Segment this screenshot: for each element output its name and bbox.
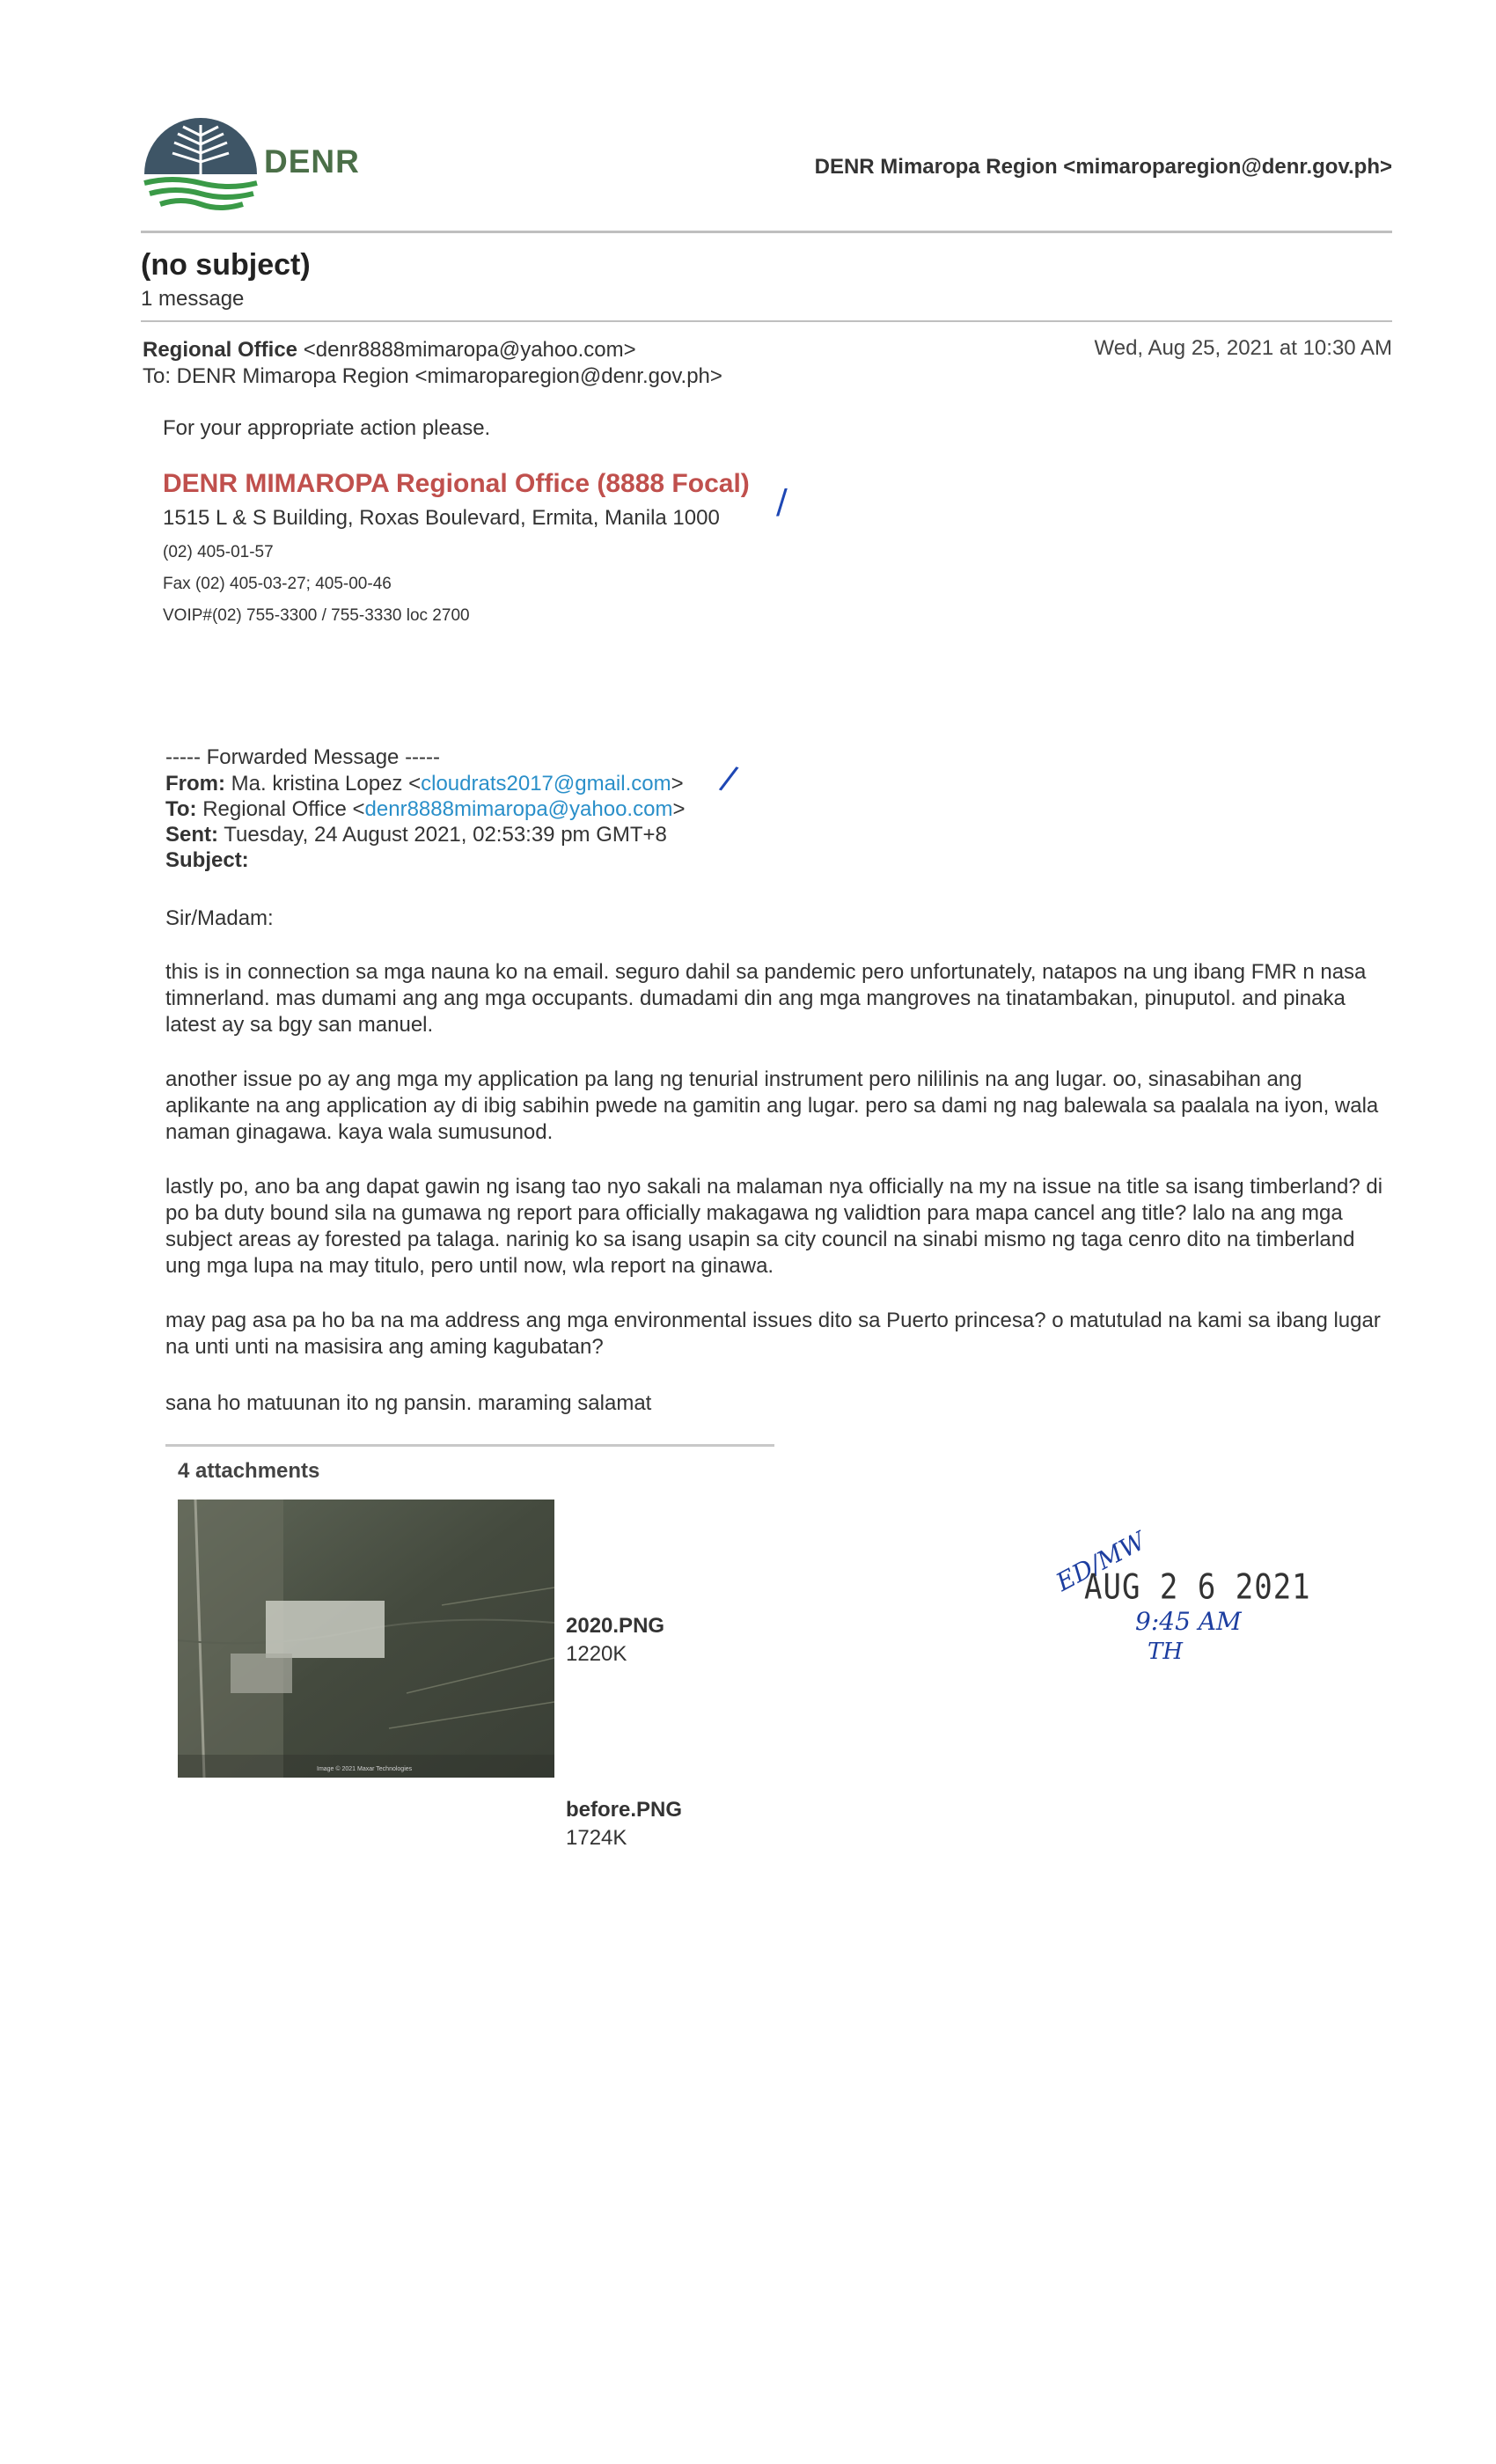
attachment-name[interactable]: before.PNG	[566, 1798, 683, 1822]
thread-subject: (no subject)	[141, 248, 311, 282]
received-date-stamp: AUG 2 6 2021	[1084, 1567, 1311, 1608]
signature-title: DENR MIMAROPA Regional Office (8888 Focal)	[163, 469, 750, 498]
to-name: Regional Office <	[202, 797, 365, 821]
handwritten-receiver: TH	[1148, 1639, 1184, 1665]
attachment-size: 1724K	[566, 1826, 627, 1850]
sent-label: Sent:	[165, 823, 218, 847]
pen-checkmark: /	[716, 758, 741, 798]
forwarded-to	[165, 797, 685, 822]
message-count: 1 message	[141, 287, 245, 311]
sender-name: Regional Office	[143, 338, 298, 362]
body-greeting: Sir/Madam:	[165, 906, 274, 930]
pen-checkmark: /	[776, 482, 788, 521]
sent-value: Tuesday, 24 August 2021, 02:53:39 pm GMT+8	[224, 823, 667, 847]
forwarded-header: ----- Forwarded Message -----	[165, 745, 441, 769]
account-header: DENR Mimaropa Region <mimaroparegion@denr.gov.ph>	[814, 155, 1392, 179]
to-label: To:	[165, 797, 197, 821]
logo-wordmark: DENR	[264, 143, 360, 180]
handwritten-time: 9:45 AM	[1135, 1607, 1242, 1636]
from-email-link[interactable]: cloudrats2017@gmail.com	[421, 772, 671, 796]
subject-label: Subject:	[165, 848, 249, 872]
message-from	[143, 338, 636, 363]
from-label: From:	[165, 772, 225, 796]
message-to: To: DENR Mimaropa Region <mimaroparegion@denr.gov.ph>	[143, 364, 722, 388]
body-paragraph-4: may pag asa pa ho ba na ma address ang mga environmental issues dito sa Puerto princesa? o matutulad na kami sa ibang lugar na unti unti na masisira ang aming kagubatan?	[165, 1309, 1381, 1359]
attachments-header: 4 attachments	[178, 1459, 320, 1483]
message-intro: For your appropriate action please.	[163, 416, 491, 440]
handwritten-initials: ED/MW	[1051, 1526, 1151, 1597]
from-name: Ma. kristina Lopez <	[231, 772, 422, 796]
body-closing: sana ho matuunan ito ng pansin. maraming salamat	[165, 1391, 652, 1415]
signature-phone: (02) 405-01-57	[163, 543, 274, 561]
body-paragraph-1: this is in connection sa mga nauna ko na email. seguro dahil sa pandemic pero unfortunately, natapos na ung ibang FMR n nasa timnerland. mas dumami ang ang mga occupants. dumadami din ang mga mangroves na tinatambakan, pinuputol. and pinaka latest ay sa bgy san manuel.	[165, 960, 1367, 1037]
subject-divider	[141, 320, 1392, 322]
signature-fax: Fax (02) 405-03-27; 405-00-46	[163, 575, 392, 593]
forwarded-from	[165, 772, 684, 796]
header-divider	[141, 231, 1392, 233]
signature-voip: VOIP#(02) 755-3300 / 755-3330 loc 2700	[163, 606, 470, 625]
from-close: >	[671, 772, 684, 796]
body-paragraph-3: lastly po, ano ba ang dapat gawin ng isang tao nyo sakali na malaman nya officially na my na issue na title sa isang timberland? di po ba duty bound sila na gumawa ng report para officially makagawa ng validtion para mapa cancel ang title? lalo na ang mga subject areas ay forested pa talaga. narinig ko sa isang usapin sa city council na sinabi mismo ng taga cenro dito na timberland ung mga lupa na may titulo, pero until now, wla report na ginawa.	[165, 1175, 1383, 1278]
attachment-thumbnail[interactable]	[178, 1500, 554, 1778]
to-email-link[interactable]: denr8888mimaropa@yahoo.com	[364, 797, 673, 821]
forwarded-subject	[165, 848, 249, 873]
thumbnail-caption: Image © 2021 Maxar Technologies	[317, 1766, 413, 1772]
to-close: >	[672, 797, 686, 821]
sender-email: <denr8888mimaropa@yahoo.com>	[303, 338, 636, 362]
forwarded-sent	[165, 823, 667, 847]
attachments-divider	[165, 1444, 774, 1447]
body-paragraph-2: another issue po ay ang mga my application pa lang ng tenurial instrument pero nililinis na ang lugar. oo, sinasabihan ang aplikante na ang application ay di ibig sabihin pwede na gamitin ang lugar. pero sa dami ng nag balewala sa paalala na iyon, wala naman ginagawa. kaya wala sumusunod.	[165, 1067, 1379, 1144]
attachment-size: 1220K	[566, 1642, 627, 1666]
message-date: Wed, Aug 25, 2021 at 10:30 AM	[1094, 336, 1392, 360]
attachment-name[interactable]: 2020.PNG	[566, 1614, 665, 1638]
signature-address: 1515 L & S Building, Roxas Boulevard, Ermita, Manila 1000	[163, 506, 720, 530]
